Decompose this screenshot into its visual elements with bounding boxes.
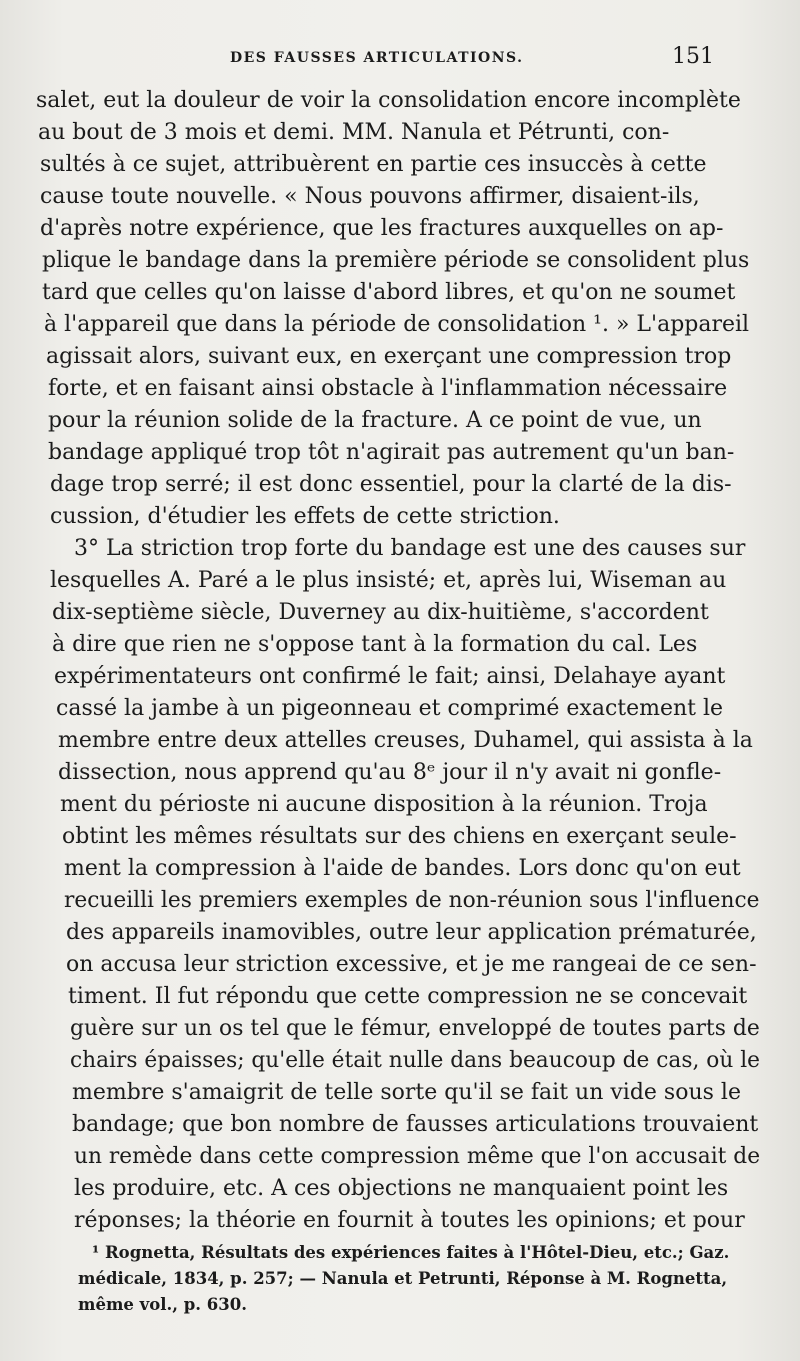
text-line: bandage; que bon nombre de fausses articulations trouvaient [72, 1112, 759, 1137]
footnote-line: médicale, 1834, p. 257; — Nanula et Petrunti, Réponse à M. Rognetta, [78, 1269, 728, 1288]
text-line: 3° La striction trop forte du bandage est une des causes sur [74, 536, 746, 561]
text-line: au bout de 3 mois et demi. MM. Nanula et Pétrunti, con- [38, 120, 670, 145]
text-line: sultés à ce sujet, attribuèrent en partie ces insuccès à cette [40, 152, 707, 177]
text-line: à dire que rien ne s'oppose tant à la formation du cal. Les [52, 632, 698, 657]
text-line: dix-septième siècle, Duverney au dix-huitième, s'accordent [52, 600, 709, 625]
text-line: dissection, nous apprend qu'au 8ᵉ jour il n'y avait ni gonfle- [58, 760, 722, 785]
text-line: obtint les mêmes résultats sur des chiens en exerçant seule- [62, 824, 737, 849]
text-line: bandage appliqué trop tôt n'agirait pas autrement qu'un ban- [48, 440, 735, 465]
text-line: dage trop serré; il est donc essentiel, pour la clarté de la dis- [50, 472, 732, 497]
page-number: 151 [672, 44, 714, 69]
text-line: chairs épaisses; qu'elle était nulle dans beaucoup de cas, où le [70, 1048, 760, 1073]
text-line: tard que celles qu'on laisse d'abord libres, et qu'on ne soumet [42, 280, 736, 305]
text-line: on accusa leur striction excessive, et je me rangeai de ce sen- [66, 952, 757, 977]
footnote-line: ¹ Rognetta, Résultats des expériences faites à l'Hôtel-Dieu, etc.; Gaz. [92, 1243, 730, 1262]
text-line: agissait alors, suivant eux, en exerçant une compression trop [46, 344, 732, 369]
text-line: plique le bandage dans la première période se consolident plus [42, 248, 750, 273]
text-line: expérimentateurs ont confirmé le fait; ainsi, Delahaye ayant [54, 664, 726, 689]
text-line: ment la compression à l'aide de bandes. Lors donc qu'on eut [64, 856, 741, 881]
text-line: cause toute nouvelle. « Nous pouvons affirmer, disaient-ils, [40, 184, 700, 209]
text-line: lesquelles A. Paré a le plus insisté; et, après lui, Wiseman au [50, 568, 727, 593]
text-line: timent. Il fut répondu que cette compression ne se concevait [68, 984, 748, 1009]
text-line: cussion, d'étudier les effets de cette striction. [50, 504, 560, 529]
text-line: réponses; la théorie en fournit à toutes les opinions; et pour [74, 1208, 745, 1233]
running-head: DES FAUSSES ARTICULATIONS. [230, 50, 524, 66]
text-line: cassé la jambe à un pigeonneau et comprimé exactement le [56, 696, 724, 721]
text-line: membre s'amaigrit de telle sorte qu'il se fait un vide sous le [72, 1080, 741, 1105]
text-line: guère sur un os tel que le fémur, enveloppé de toutes parts de [70, 1016, 760, 1041]
text-line: forte, et en faisant ainsi obstacle à l'inflammation nécessaire [48, 376, 728, 401]
text-line: un remède dans cette compression même que l'on accusait de [74, 1144, 761, 1169]
text-line: membre entre deux attelles creuses, Duhamel, qui assista à la [58, 728, 753, 753]
text-line: recueilli les premiers exemples de non-réunion sous l'influence [64, 888, 760, 913]
footnote-line: même vol., p. 630. [78, 1295, 247, 1314]
text-line: à l'appareil que dans la période de consolidation ¹. » L'appareil [44, 312, 750, 337]
text-line: ment du périoste ni aucune disposition à la réunion. Troja [60, 792, 708, 817]
text-line: d'après notre expérience, que les fractures auxquelles on ap- [40, 216, 724, 241]
text-line: les produire, etc. A ces objections ne manquaient point les [74, 1176, 729, 1201]
text-line: pour la réunion solide de la fracture. A ce point de vue, un [48, 408, 702, 433]
text-line: salet, eut la douleur de voir la consolidation encore incomplète [36, 88, 741, 113]
text-line: des appareils inamovibles, outre leur application prématurée, [66, 920, 757, 945]
